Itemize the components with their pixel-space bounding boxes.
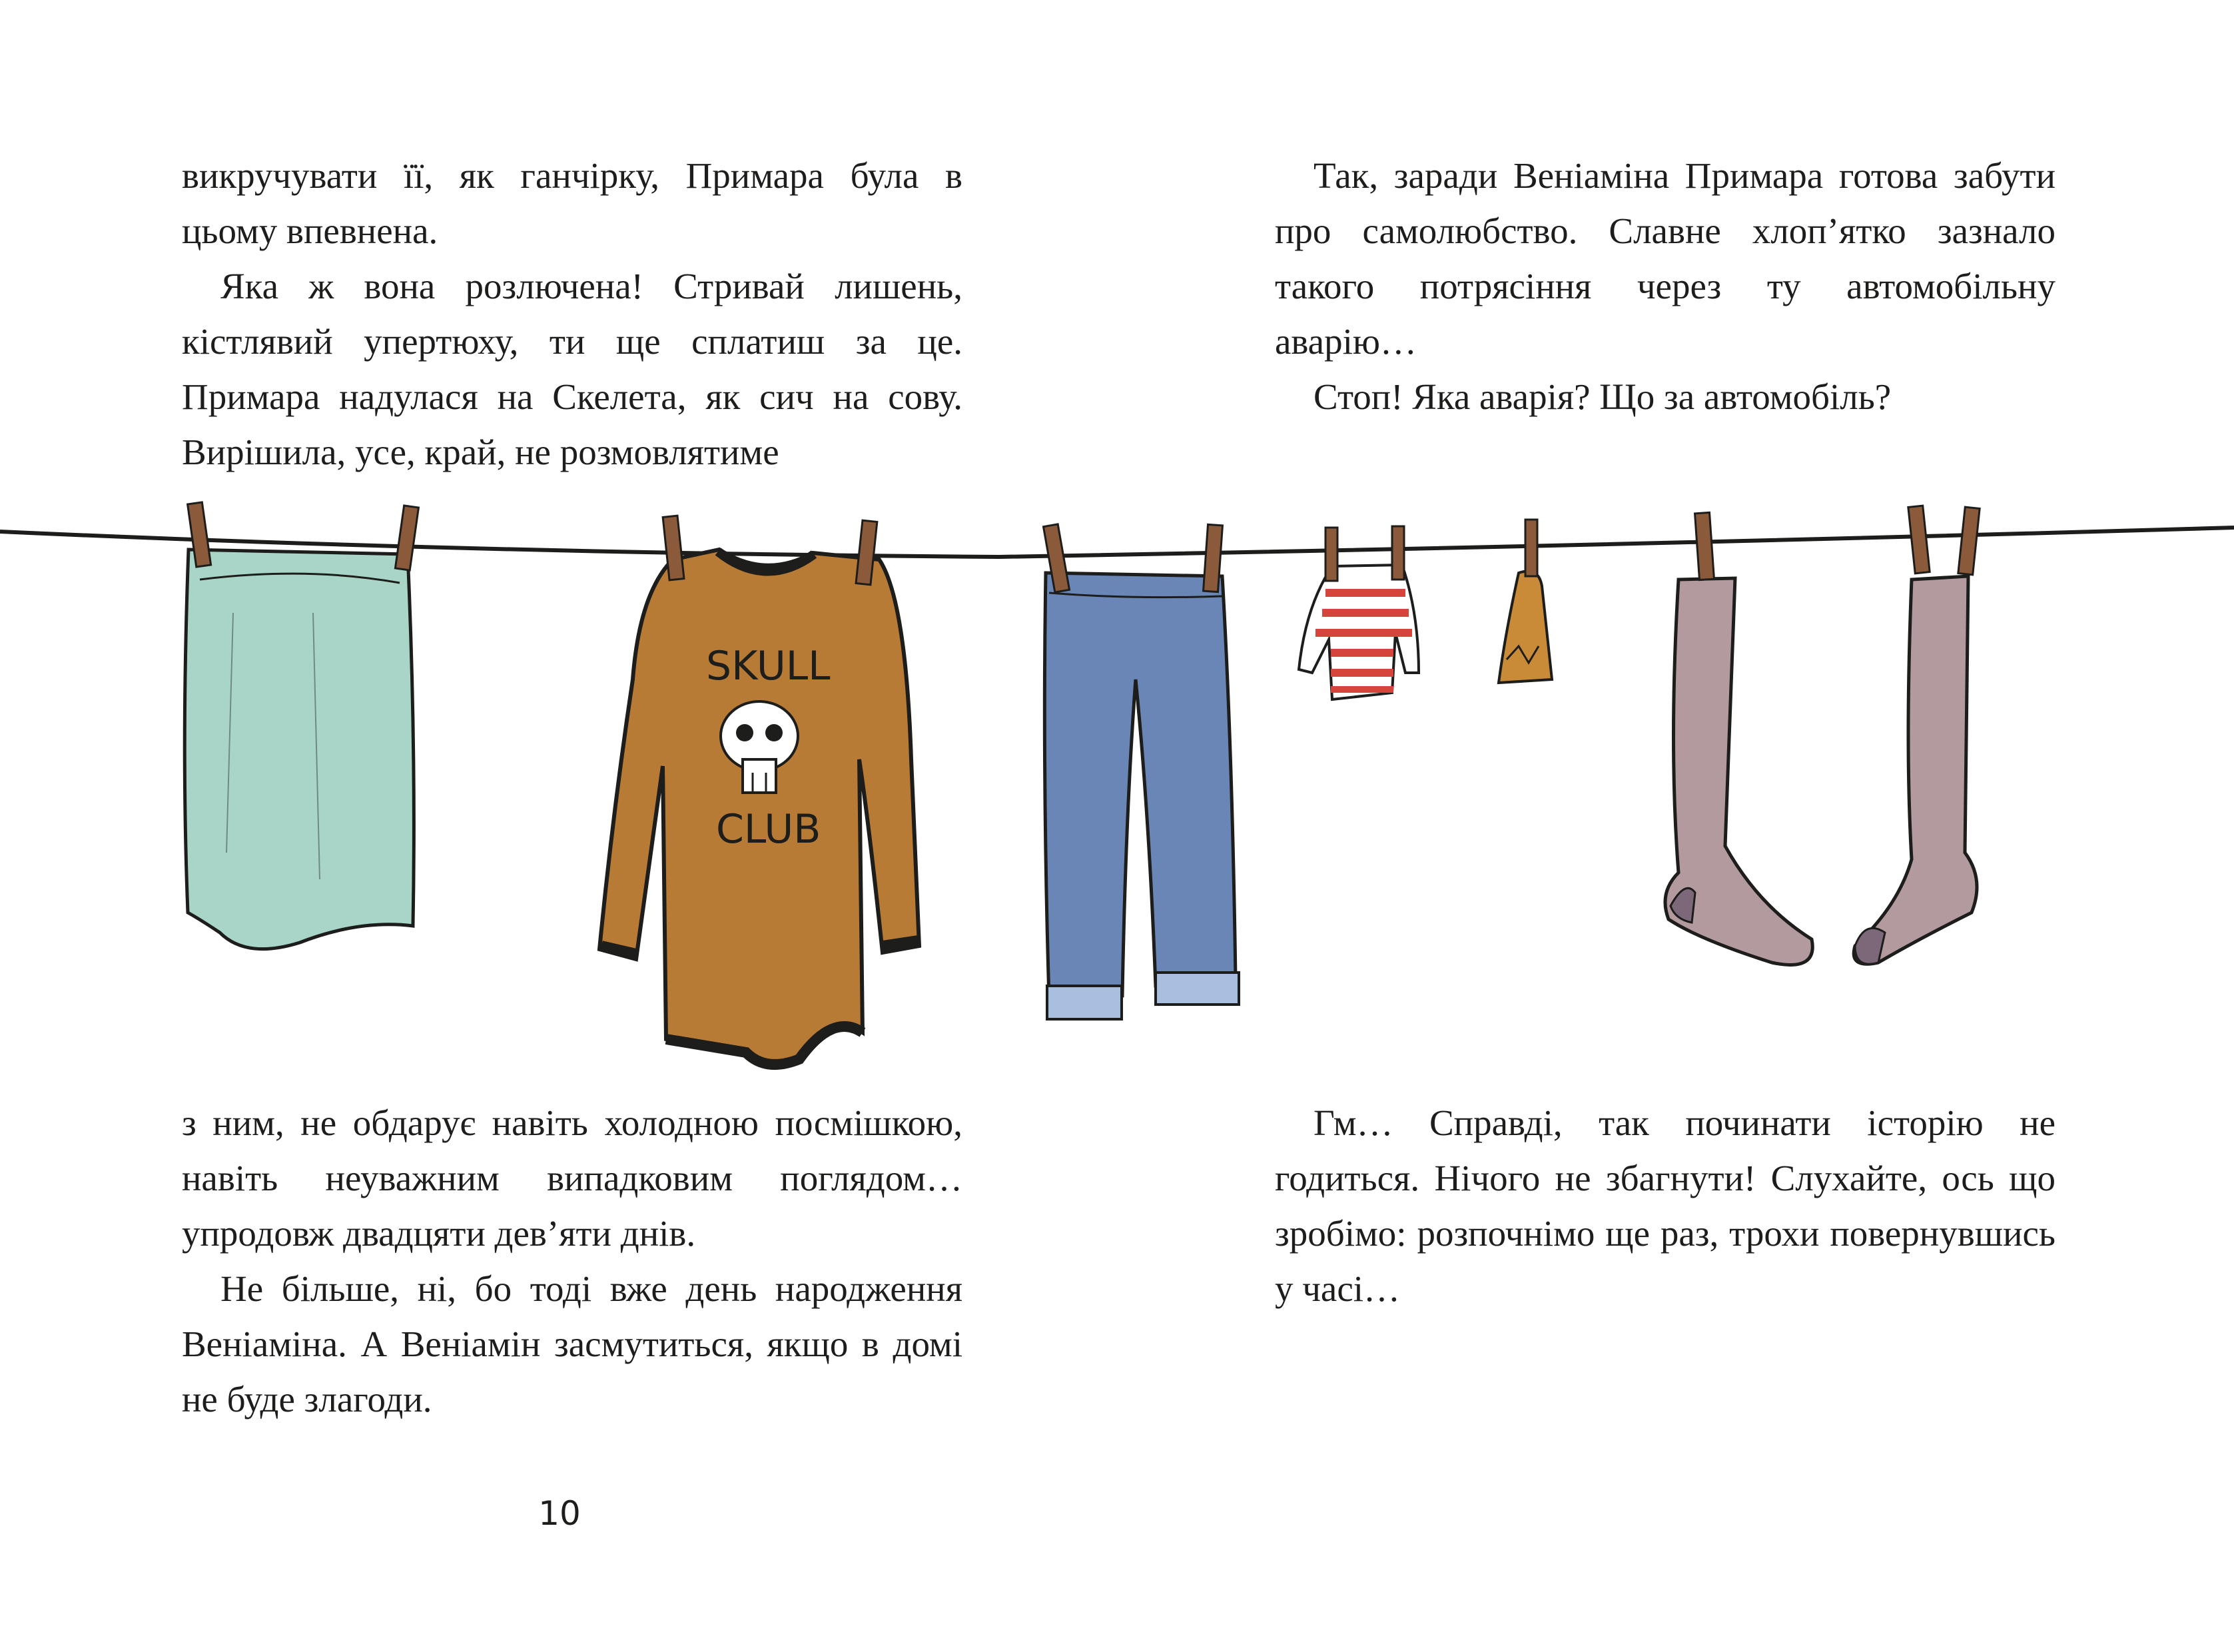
- paragraph: з ним, не обдарує навіть холодною посмішкою, навіть неуважним випадковим поглядом… упродовж двадцяти дев’яти днів.: [182, 1102, 962, 1254]
- paragraph: Стоп! Яка аварія? Що за автомобіль?: [1313, 376, 1892, 417]
- paragraph: Так, заради Веніаміна Примара готова забути про самолюбство. Славне хлоп’ятко зазнало такого потрясіння через ту автомобільну аварію…: [1275, 155, 2055, 362]
- paragraph: Гм… Справді, так починати історію не годиться. Нічого не збагнути! Слухайте, ось що зробімо: розпочнімо ще раз, трохи повернувшись у часі…: [1275, 1102, 2055, 1309]
- page-number: 10: [538, 1494, 581, 1533]
- towel-drawing: [185, 550, 414, 949]
- paragraph: Не більше, ні, бо тоді вже день народження Веніаміна. А Веніамін засмутиться, якщо в домі не буде злагоди.: [182, 1268, 962, 1420]
- sock-left-drawing: [1665, 578, 1812, 965]
- skull-shirt-drawing: [599, 550, 919, 1064]
- small-sock-drawing: [1499, 572, 1552, 683]
- shirt-text-club: CLUB: [716, 806, 821, 853]
- paragraph: Яка ж вона розлючена! Стривай лишень, кістлявий упертюху, ти ще сплатиш за це. Примара надулася на Скелета, як сич на сову. Вирішила, усе, край, не розмовлятиме: [182, 266, 962, 472]
- striped-shirt-drawing: [1299, 565, 1419, 699]
- jeans-drawing: [1044, 573, 1239, 1019]
- left-page-bottom-text: [182, 1095, 962, 1427]
- clothesline-illustration: [0, 480, 2234, 1079]
- paragraph: викручувати її, як ганчірку, Примара була в цьому впевнена.: [182, 155, 962, 251]
- right-page-top-text: [1275, 148, 2055, 424]
- right-page-bottom-text: [1275, 1095, 2055, 1316]
- left-page-top-text: [182, 148, 962, 480]
- shirt-text-skull: SKULL: [706, 643, 831, 689]
- sock-right-drawing: [1854, 576, 1977, 964]
